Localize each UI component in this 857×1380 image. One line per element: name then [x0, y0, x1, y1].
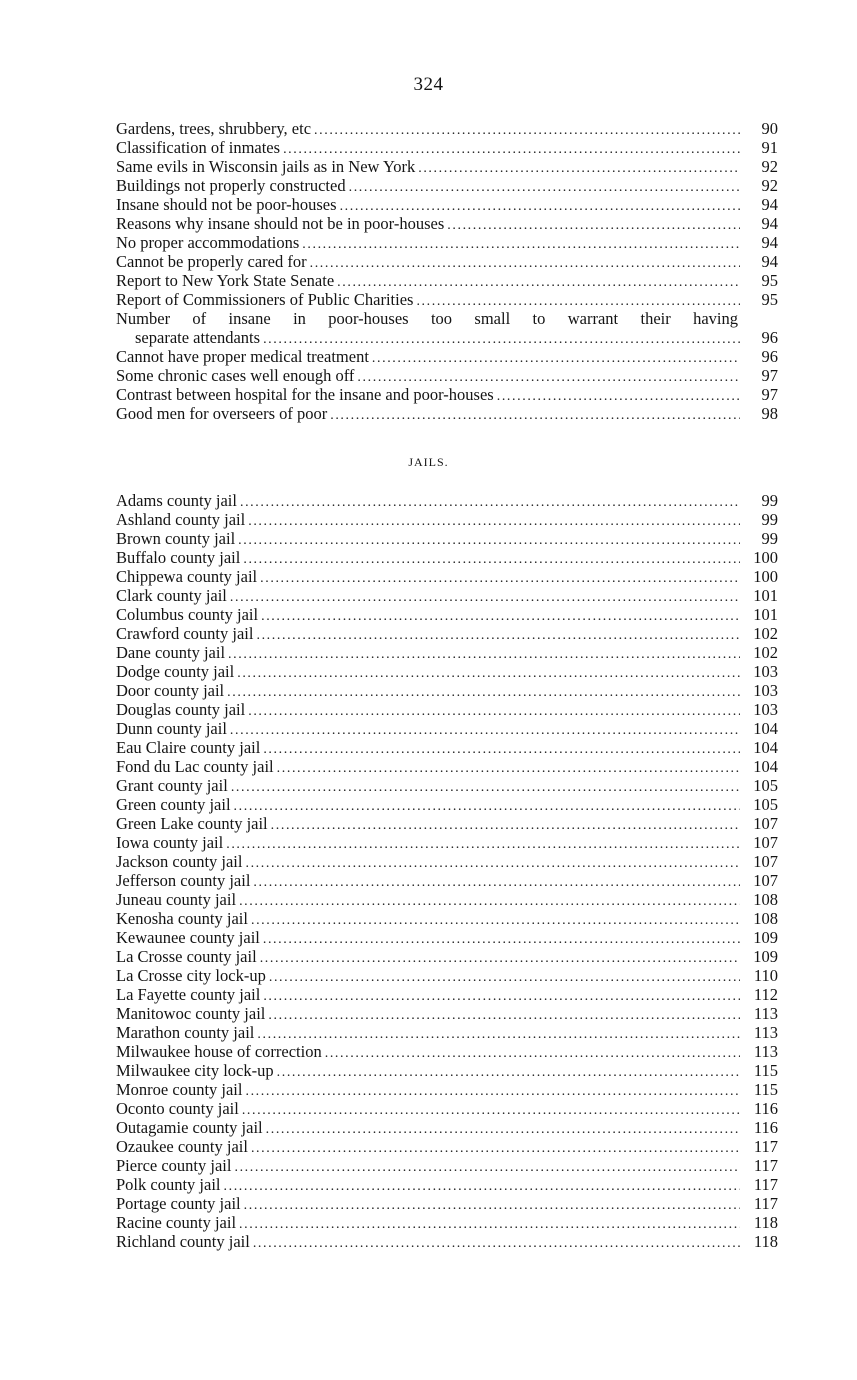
toc-entry-text: Adams county jail: [116, 491, 237, 510]
toc-entry-page: 99: [761, 510, 778, 529]
dot-leader: [314, 121, 740, 138]
toc-entry-page: 103: [753, 700, 778, 719]
toc-entry-text: Iowa county jail: [116, 833, 224, 852]
toc-entry: [116, 833, 778, 852]
toc-entry-page: 107: [753, 871, 778, 890]
toc-entry: [116, 510, 778, 529]
toc-entry-page: 101: [753, 586, 778, 605]
dot-leader: [251, 911, 740, 928]
toc-entry-text: Cannot have proper medical treatment: [116, 347, 369, 366]
dot-leader: [330, 406, 740, 423]
toc-entry-page: 102: [753, 624, 778, 643]
toc-entry-page: 104: [753, 738, 778, 757]
toc-entry-page: 92: [761, 157, 778, 176]
toc-entry-page: 117: [753, 1137, 778, 1156]
dot-leader: [271, 816, 740, 833]
toc-entry: [116, 643, 778, 662]
dot-leader: [230, 721, 740, 738]
toc-entry: [116, 586, 778, 605]
dot-leader: [372, 349, 740, 366]
dot-leader: [268, 1006, 740, 1023]
toc-entry-page: 98: [761, 404, 778, 423]
toc-entry-text: Report to New York State Senate: [116, 271, 335, 290]
dot-leader: [240, 493, 740, 510]
toc-entry-page: 92: [761, 176, 778, 195]
toc-entry: [116, 871, 778, 890]
toc-entry-page: 116: [753, 1118, 778, 1137]
toc-list-bottom: [116, 347, 778, 423]
dot-leader: [224, 1177, 741, 1194]
toc-entry: [116, 700, 778, 719]
toc-entry: [116, 890, 778, 909]
toc-entry: [116, 624, 778, 643]
toc-entry: [116, 1004, 778, 1023]
toc-entry-text: Classification of inmates: [116, 138, 281, 157]
toc-entry-text: Chippewa county jail: [116, 567, 258, 586]
toc-entry: [116, 157, 778, 176]
toc-entry-text: Douglas county jail: [116, 700, 246, 719]
toc-entry-page: 107: [753, 833, 778, 852]
toc-entry-page: 108: [753, 909, 778, 928]
dot-leader: [237, 664, 740, 681]
toc-entry-page: 101: [753, 605, 778, 624]
toc-entry-text: Jefferson county jail: [116, 871, 251, 890]
dot-leader: [230, 588, 740, 605]
toc-entry-text: Ozaukee county jail: [116, 1137, 248, 1156]
toc-entry: [116, 757, 778, 776]
dot-leader: [245, 1082, 740, 1099]
toc-entry-text: La Fayette county jail: [116, 985, 261, 1004]
toc-entry: [116, 309, 778, 347]
toc-entry-page: 90: [761, 119, 778, 138]
dot-leader: [325, 1044, 740, 1061]
toc-entry: [116, 795, 778, 814]
toc-entry: [116, 347, 778, 366]
toc-entry: [116, 928, 778, 947]
toc-entry: [116, 1042, 778, 1061]
toc-entry: [116, 719, 778, 738]
toc-entry-page: 108: [753, 890, 778, 909]
toc-entry: [116, 1080, 778, 1099]
toc-entry-page: 115: [753, 1080, 778, 1099]
toc-entry-page: 96: [761, 347, 778, 366]
toc-entry: [116, 176, 778, 195]
toc-entry-page: 97: [761, 385, 778, 404]
toc-entry: [116, 1099, 778, 1118]
toc-entry: [116, 548, 778, 567]
toc-entry-text: Marathon county jail: [116, 1023, 255, 1042]
dot-leader: [226, 835, 740, 852]
dot-leader: [256, 626, 740, 643]
dot-leader: [340, 197, 740, 214]
dot-leader: [253, 1234, 740, 1251]
toc-entry-text: Outagamie county jail: [116, 1118, 263, 1137]
toc-entry-text: Ashland county jail: [116, 510, 246, 529]
toc-entry-page: 95: [761, 290, 778, 309]
dot-leader: [251, 1139, 740, 1156]
dot-leader: [239, 892, 740, 909]
toc-entry-text: Racine county jail: [116, 1213, 237, 1232]
toc-entry: [116, 567, 778, 586]
toc-entry-text: Pierce county jail: [116, 1156, 232, 1175]
dot-leader: [337, 273, 740, 290]
toc-entry-text: Contrast between hospital for the insane and poor-houses: [116, 385, 494, 404]
toc-entry-text: No proper accommodations: [116, 233, 300, 252]
toc-entry-page: 105: [753, 795, 778, 814]
dot-leader: [277, 759, 740, 776]
toc-entry-text: Jackson county jail: [116, 852, 243, 871]
dot-leader: [302, 235, 740, 252]
toc-entry: [116, 681, 778, 700]
toc-entry-page: 104: [753, 719, 778, 738]
toc-entry-page: 113: [753, 1023, 778, 1042]
toc-entry: [116, 605, 778, 624]
toc-entry: [116, 1194, 778, 1213]
toc-entry: [116, 1137, 778, 1156]
dot-leader: [447, 216, 740, 233]
toc-entry-page: 103: [753, 681, 778, 700]
toc-entry-page: 118: [753, 1213, 778, 1232]
toc-entry-page: 100: [753, 548, 778, 567]
toc-entry: [116, 1175, 778, 1194]
toc-entry-page: 96: [761, 328, 778, 347]
toc-entry-page: 117: [753, 1156, 778, 1175]
toc-entry: [116, 662, 778, 681]
dot-leader: [497, 387, 740, 404]
toc-entry-text: Dunn county jail: [116, 719, 227, 738]
toc-entry-page: 107: [753, 814, 778, 833]
page-number: 324: [413, 74, 444, 95]
toc-entry-page: 113: [753, 1004, 778, 1023]
dot-leader: [253, 873, 740, 890]
toc-entry: [116, 271, 778, 290]
toc-entry: [116, 195, 778, 214]
toc-entry: [116, 1156, 778, 1175]
dot-leader: [231, 778, 740, 795]
dot-leader: [227, 683, 740, 700]
toc-entry-text: Kewaunee county jail: [116, 928, 260, 947]
toc-entry-page: 107: [753, 852, 778, 871]
toc-entry-page: 112: [753, 985, 778, 1004]
dot-leader: [248, 512, 740, 529]
dot-leader: [245, 854, 740, 871]
toc-entry-text: Manitowoc county jail: [116, 1004, 266, 1023]
toc-entry-text: Insane should not be poor-houses: [116, 195, 337, 214]
dot-leader: [263, 930, 740, 947]
section-heading-jails: JAILS.: [408, 455, 449, 469]
dot-leader: [416, 292, 740, 309]
toc-entry: [116, 233, 778, 252]
toc-entry: [116, 909, 778, 928]
toc-entry: [116, 1061, 778, 1080]
toc-entry: [116, 966, 778, 985]
dot-leader: [357, 368, 740, 385]
dot-leader: [263, 987, 740, 1004]
dot-leader: [269, 968, 740, 985]
dot-leader: [418, 159, 740, 176]
toc-entry: [116, 738, 778, 757]
toc-entry: [116, 852, 778, 871]
toc-entry: [116, 1213, 778, 1232]
toc-entry-page: 94: [761, 233, 778, 252]
toc-entry-page: 97: [761, 366, 778, 385]
toc-entry-page: 109: [753, 947, 778, 966]
toc-entry-text: Report of Commissioners of Public Charities: [116, 290, 414, 309]
dot-leader: [349, 178, 740, 195]
toc-entry-page: 99: [761, 529, 778, 548]
toc-entry-text: Reasons why insane should not be in poor-houses: [116, 214, 445, 233]
toc-entry-text: Brown county jail: [116, 529, 236, 548]
dot-leader: [260, 949, 740, 966]
toc-entry-text: Same evils in Wisconsin jails as in New York: [116, 157, 416, 176]
dot-leader: [244, 1196, 740, 1213]
toc-entry-page: 105: [753, 776, 778, 795]
toc-entry-text: Richland county jail: [116, 1232, 250, 1251]
toc-entry: [116, 491, 778, 510]
dot-leader: [234, 797, 740, 814]
toc-entry-text: Green county jail: [116, 795, 231, 814]
toc-entry-text: Door county jail: [116, 681, 225, 700]
toc-entry-text: Good men for overseers of poor: [116, 404, 328, 423]
toc-list-top: [116, 119, 778, 309]
toc-entry-text: Buildings not properly constructed: [116, 176, 346, 195]
toc-entry-text: Monroe county jail: [116, 1080, 243, 1099]
toc-entry-text: Some chronic cases well enough off: [116, 366, 355, 385]
toc-entry-page: 100: [753, 567, 778, 586]
toc-entry-text: Gardens, trees, shrubbery, etc: [116, 119, 312, 138]
toc-entry: [116, 214, 778, 233]
dot-leader: [283, 140, 740, 157]
toc-entry-page: 99: [761, 491, 778, 510]
dot-leader: [277, 1063, 740, 1080]
toc-entry-text: La Crosse city lock-up: [116, 966, 266, 985]
toc-entry-text: Milwaukee house of correction: [116, 1042, 322, 1061]
toc-entry-page: 94: [761, 214, 778, 233]
dot-leader: [228, 645, 740, 662]
toc-entry: [116, 252, 778, 271]
dot-leader: [243, 550, 740, 567]
toc-entry-page: 109: [753, 928, 778, 947]
toc-entry: [116, 290, 778, 309]
toc-entry: [116, 814, 778, 833]
toc-entry: [116, 404, 778, 423]
toc-entry-text: separate attendants: [135, 328, 261, 347]
toc-entry: [116, 385, 778, 404]
dot-leader: [238, 531, 740, 548]
toc-entry-text: La Crosse county jail: [116, 947, 257, 966]
toc-entry-text: Fond du Lac county jail: [116, 757, 274, 776]
toc-entry-page: 118: [753, 1232, 778, 1251]
toc-entry-page: 117: [753, 1194, 778, 1213]
dot-leader: [234, 1158, 740, 1175]
toc-entry-text: Eau Claire county jail: [116, 738, 261, 757]
dot-leader: [257, 1025, 740, 1042]
dot-leader: [261, 607, 740, 624]
toc-entry: [116, 529, 778, 548]
toc-section-poor-houses: [116, 119, 778, 423]
dot-leader: [248, 702, 740, 719]
toc-entry: [116, 1118, 778, 1137]
toc-entry-page: 110: [753, 966, 778, 985]
toc-entry-text: Milwaukee city lock-up: [116, 1061, 274, 1080]
toc-entry: [116, 1023, 778, 1042]
dot-leader: [266, 1120, 740, 1137]
dot-leader: [260, 569, 740, 586]
toc-entry-text: Kenosha county jail: [116, 909, 248, 928]
toc-section-jails: [116, 491, 778, 1251]
toc-entry-page: 91: [761, 138, 778, 157]
toc-entry-page: 102: [753, 643, 778, 662]
dot-leader: [263, 740, 740, 757]
toc-entry-text: Polk county jail: [116, 1175, 221, 1194]
toc-entry-page: 113: [753, 1042, 778, 1061]
toc-entry-text: Green Lake county jail: [116, 814, 268, 833]
toc-entry: [116, 119, 778, 138]
toc-entry-text: Cannot be properly cared for: [116, 252, 307, 271]
toc-entry-text: Grant county jail: [116, 776, 228, 795]
toc-entry: [116, 776, 778, 795]
toc-entry-page: 95: [761, 271, 778, 290]
dot-leader: [310, 254, 740, 271]
dot-leader: [263, 330, 740, 347]
toc-entry-text: Juneau county jail: [116, 890, 237, 909]
toc-entry-text: Crawford county jail: [116, 624, 254, 643]
toc-entry: [116, 138, 778, 157]
toc-entry: [116, 1232, 778, 1251]
toc-entry-text: Buffalo county jail: [116, 548, 241, 567]
toc-entry: [116, 947, 778, 966]
toc-entry-page: 115: [753, 1061, 778, 1080]
toc-entry-text: Number of insane in poor-houses too small to warrant their having: [116, 309, 738, 328]
toc-entry-page: 103: [753, 662, 778, 681]
toc-entry-text: Oconto county jail: [116, 1099, 239, 1118]
toc-entry-text: Dodge county jail: [116, 662, 235, 681]
dot-leader: [242, 1101, 740, 1118]
toc-entry-page: 94: [761, 195, 778, 214]
toc-entry-text: Portage county jail: [116, 1194, 241, 1213]
toc-entry-text: Clark county jail: [116, 586, 227, 605]
dot-leader: [239, 1215, 740, 1232]
toc-entry-page: 116: [753, 1099, 778, 1118]
toc-entry-text: Columbus county jail: [116, 605, 259, 624]
toc-entry-text: Dane county jail: [116, 643, 226, 662]
toc-entry-page: 94: [761, 252, 778, 271]
toc-entry: [116, 366, 778, 385]
toc-entry-page: 117: [753, 1175, 778, 1194]
toc-entry-page: 104: [753, 757, 778, 776]
toc-entry: [116, 985, 778, 1004]
